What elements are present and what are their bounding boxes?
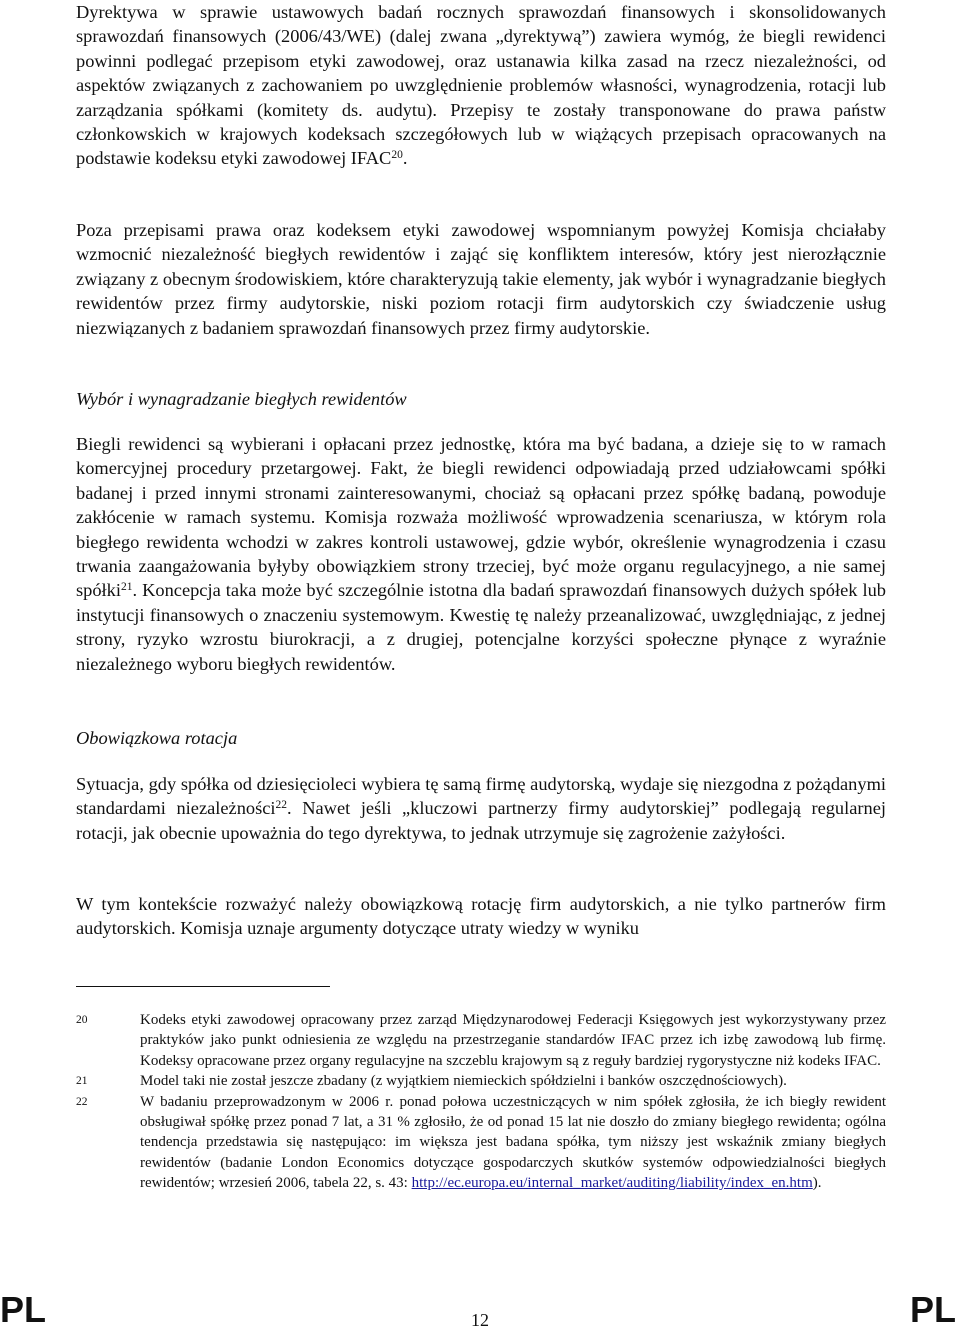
- language-code-left: PL: [0, 1289, 47, 1330]
- paragraph-text: Sytuacja, gdy spółka od dziesięcioleci wybiera tę samą firmę audytorską, wydaje się niezgodna z pożądanymi standardami niezależności: [76, 774, 886, 819]
- paragraph-commission: Poza przepisami prawa oraz kodeksem etyki zawodowej wspomnianym powyżej Komisja chciałaby wzmocnić niezależność biegłych rewidentów i zająć się konfliktem interesów, który jest nierozłącznie związany z obecnym środowiskiem, które charakteryzują takie elementy, jak wybór i wynagradzanie biegłych rewidentów przez firmy audytorskie, niski poziom rotacji firm audytorskich czy świadczenie usług niezwiązanych z badaniem sprawozdań finansowych przez firmy audytorskie.: [76, 220, 886, 338]
- footnote-link[interactable]: http://ec.europa.eu/internal_market/auditing/liability/index_en.htm: [411, 1175, 813, 1192]
- footnote-text: Kodeks etyki zawodowej opracowany przez zarząd Międzynarodowej Federacji Księgowych jest wykorzystywany przez praktyków jako punkt odniesienia ze względu na przestrzeganie standardów IFAC przez ich izbę zawodową lub firmę. Kodeksy opracowane przez organy regulacyjne na szczeblu krajowym są z reguły bardziej rygorystyczne niż kodeks IFAC.: [140, 1012, 886, 1069]
- language-code-right: PL: [909, 1289, 956, 1330]
- paragraph-selection: [76, 432, 886, 676]
- footnote-separator: [76, 986, 330, 987]
- footnotes: [76, 1010, 886, 1194]
- footnote-text: [140, 1092, 886, 1194]
- paragraph-text: . Koncepcja taka może być szczególnie istotna dla badań sprawozdań finansowych dużych spółek lub instytucji finansowych o znaczeniu systemowym. Kwestię tę należy przeanalizować, uwzględniając, z jednej strony, ryzyko wzrostu biurokracji, a z drugiej, potencjalne korzyści społeczne płynące z wyraźnie niezależnego wyboru biegłych rewidentów.: [76, 580, 886, 674]
- paragraph-text: .: [402, 148, 408, 169]
- paragraph-text: Biegli rewidenci są wybierani i opłacani przez jednostkę, która ma być badana, a dzieje się to w ramach komercyjnej procedury przetargowej. Fakt, że biegli rewidenci odpowiadają przed udziałowcami spółki badanej i przed innymi stronami zainteresowanymi, chociaż są opłacani przez spółkę badaną, powoduje zakłócenie w ramach systemu. Komisja rozważa możliwość wprowadzenia scenariusza, w którym rola biegłego rewidenta wchodzi w zakres kontroli ustawowej, gdzie wybór, określenie wynagrodzenia i czasu trwania zaangażowania byłyby obowiązkiem strony trzeciej, być może organu regulacyjnego, a nie samej spółki: [76, 434, 886, 601]
- paragraph-directive: [76, 0, 886, 171]
- section-heading-selection: Wybór i wynagradzanie biegłych rewidentów: [76, 389, 407, 409]
- paragraph-rotation: [76, 772, 886, 845]
- footnote-text-part: ).: [812, 1175, 822, 1192]
- footnote-number: 22: [76, 1095, 88, 1108]
- footnote-number: 20: [76, 1014, 88, 1026]
- footnote-ref-21[interactable]: 21: [120, 581, 133, 594]
- footnote-text: Model taki nie został jeszcze zbadany (z wyjątkiem niemieckich spółdzielni i banków oszczędnościowych).: [140, 1073, 787, 1090]
- footnote-text-part: W badaniu przeprowadzonym w 2006 r. ponad połowa uczestniczących w nim spółek zgłosiła, że ich biegły rewident obsługiwał spółkę przez ponad 7 lat, a 31 % zgłosiło, że od ponad 15 lat nie doszło do zmiany biegłego rewidenta; ogólna tendencja przedstawia się następująco: im większa jest badana spółka, tym niższy jest wskaźnik zmiany biegłych rewidentów (badanie London Economics dotyczące gospodarczych skutków systemów odpowiedzialności biegłych rewidentów; wrzesień 2006, tabela 22, s. 43:: [140, 1093, 886, 1192]
- section-heading-rotation: Obowiązkowa rotacja: [76, 728, 238, 748]
- footnote-number: 21: [76, 1075, 88, 1088]
- page-number: 12: [471, 1310, 489, 1330]
- footnote-21: [76, 1071, 886, 1091]
- footnote-ref-20[interactable]: 20: [391, 149, 403, 162]
- footnote-ref-22[interactable]: 22: [275, 799, 288, 812]
- paragraph-text: . Nawet jeśli „kluczowi partnerzy firmy audytorskiej” podlegają regularnej rotacji, jak obecnie upoważnia do tego dyrektywa, to jednak utrzymuje się zagrożenie zażyłości.: [76, 798, 886, 843]
- paragraph-text: Dyrektywa w sprawie ustawowych badań rocznych sprawozdań finansowych i skonsolidowanych sprawozdań finansowych (2006/43/WE) (dalej zwana „dyrektywą”) zawiera wymóg, że biegli rewidenci powinni podlegać przepisom etyki zawodowej, oraz ustanawia kilka zasad na rzecz niezależności, od aspektów związanych z zachowaniem po uwzględnienie problemów własności, wynagrodzenia, rotacji lub zarządzania spółkami (komitety ds. audytu). Przepisy te zostały transponowane do prawa państw członkowskich w krajowych kodeksach szczegółowych lub w wiążących przepisach opracowanych na podstawie kodeksu etyki zawodowej IFAC: [76, 2, 886, 169]
- footnote-20: [76, 1010, 886, 1071]
- paragraph-context: W tym kontekście rozważyć należy obowiązkową rotację firm audytorskich, a nie tylko partnerów firm audytorskich. Komisja uznaje argumenty dotyczące utraty wiedzy w wyniku: [76, 894, 886, 939]
- footnote-22: [76, 1092, 886, 1194]
